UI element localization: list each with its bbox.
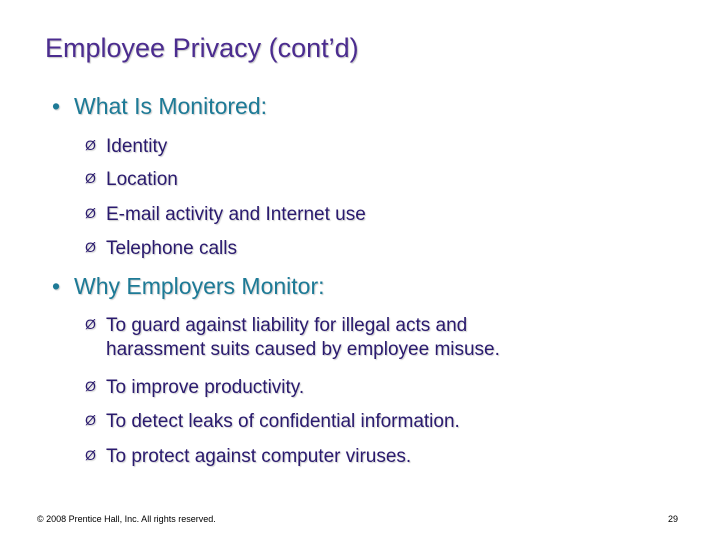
list-item-text: E-mail activity and Internet use <box>106 204 366 225</box>
list-item <box>85 201 366 227</box>
arrow-bullet-icon: Ø <box>85 412 96 428</box>
list-item-text: Identity <box>106 136 168 157</box>
arrow-bullet-icon: Ø <box>85 239 96 255</box>
list-item-text: To improve productivity. <box>106 377 305 398</box>
list-item <box>85 312 500 362</box>
list-item-text-line: harassment suits caused by employee misuse. <box>106 339 500 360</box>
list-item <box>85 133 167 159</box>
section-heading-label: What Is Monitored: <box>74 93 268 119</box>
list-item <box>85 374 304 400</box>
page-number: 29 <box>667 514 678 524</box>
arrow-bullet-icon: Ø <box>85 316 96 332</box>
section-heading-label: Why Employers Monitor: <box>74 273 325 299</box>
arrow-bullet-icon: Ø <box>85 447 96 463</box>
list-item <box>85 166 178 192</box>
section-heading-why <box>52 273 325 300</box>
slide-title: Employee Privacy (cont’d) <box>45 33 359 63</box>
arrow-bullet-icon: Ø <box>85 378 96 394</box>
bullet-dot: • <box>52 273 61 299</box>
arrow-bullet-icon: Ø <box>85 205 96 221</box>
list-item-text-line: To guard against liability for illegal acts and <box>106 315 468 336</box>
list-item-text: To protect against computer viruses. <box>106 446 412 467</box>
section-heading-monitored <box>52 93 267 120</box>
list-item-text: To detect leaks of confidential information. <box>106 411 460 432</box>
arrow-bullet-icon: Ø <box>85 137 96 153</box>
list-item <box>85 443 411 469</box>
copyright-footer: © 2008 Prentice Hall, Inc. All rights reserved. <box>37 514 216 524</box>
list-item <box>85 235 237 261</box>
list-item <box>85 408 460 434</box>
arrow-bullet-icon: Ø <box>85 170 96 186</box>
list-item-text: Telephone calls <box>106 238 237 259</box>
list-item-text: Location <box>106 169 178 190</box>
bullet-dot: • <box>52 93 61 119</box>
